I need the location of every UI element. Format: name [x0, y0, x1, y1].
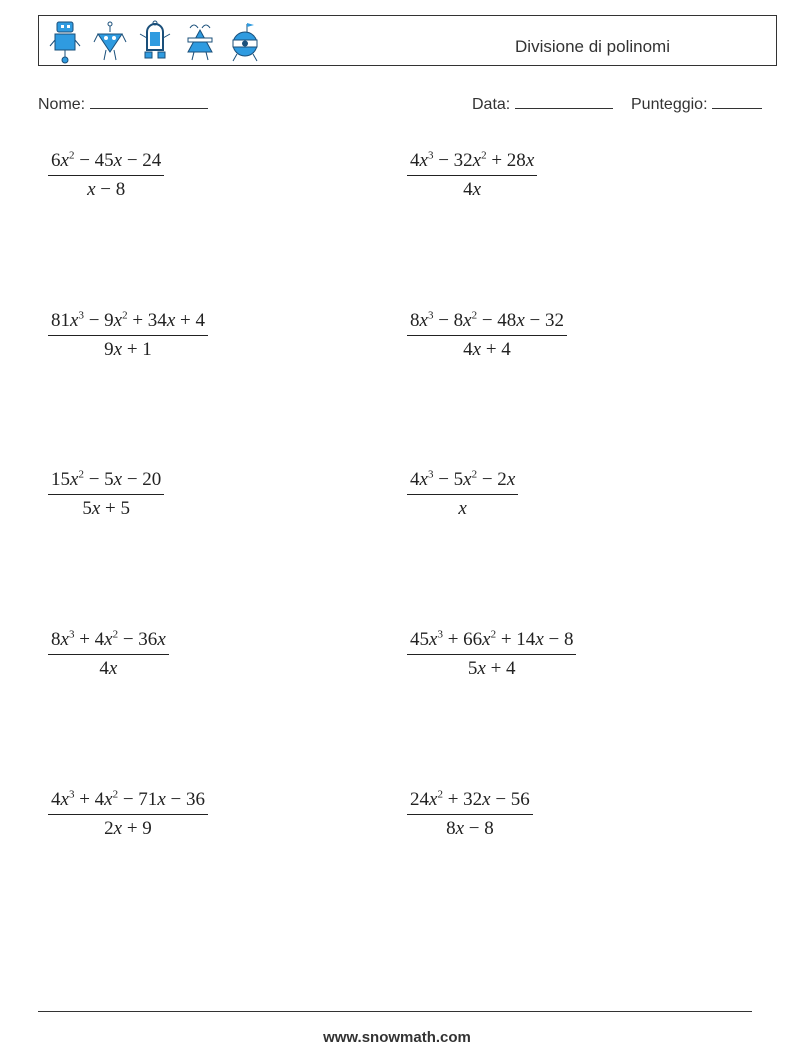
numerator: $15x^2 - 5x - 20$ — [51, 468, 162, 490]
numerator: $24x^2 + 32x - 56$ — [410, 788, 530, 810]
footer-divider — [38, 1011, 752, 1012]
denominator: 5x + 4 — [407, 654, 576, 680]
date-blank[interactable] — [515, 94, 613, 109]
page-title: Divisione di polinomi — [515, 37, 670, 56]
problem-6 — [407, 469, 518, 520]
score-blank[interactable] — [712, 94, 762, 109]
date-label: Data: — [472, 96, 511, 113]
numerator: $8x^3 + 4x^2 - 36x$ — [51, 628, 166, 650]
numerator: $6x^2 - 45x - 24$ — [51, 149, 162, 171]
footer-url: www.snowmath.com — [323, 1029, 471, 1046]
numerator: $45x^3 + 66x^2 + 14x - 8$ — [410, 628, 574, 650]
robot-icon — [137, 20, 173, 64]
problem-10 — [407, 789, 533, 840]
robot-icons — [47, 20, 263, 64]
denominator: 9x + 1 — [48, 335, 208, 361]
robot-icon — [182, 20, 218, 64]
robot-icon — [227, 20, 263, 64]
numerator: $4x^3 - 32x^2 + 28x$ — [410, 149, 535, 171]
problem-3 — [48, 310, 208, 361]
problem-7 — [48, 629, 169, 680]
numerator: $8x^3 - 8x^2 - 48x - 32$ — [410, 309, 564, 331]
numerator: $81x^3 - 9x^2 + 34x + 4$ — [51, 309, 205, 331]
problem-2 — [407, 150, 537, 201]
robot-icon — [47, 20, 83, 64]
worksheet-header — [38, 15, 777, 66]
problem-1 — [48, 150, 164, 201]
numerator: $4x^3 + 4x^2 - 71x - 36$ — [51, 788, 205, 810]
denominator: 2x + 9 — [48, 814, 208, 840]
problem-5 — [48, 469, 164, 520]
problem-8 — [407, 629, 576, 680]
denominator: 5x + 5 — [48, 494, 164, 520]
name-blank[interactable] — [90, 94, 208, 109]
date-field — [472, 94, 613, 114]
denominator: 4x — [407, 175, 537, 201]
denominator: 8x − 8 — [407, 814, 533, 840]
denominator: x − 8 — [48, 175, 164, 201]
denominator: 4x — [48, 654, 169, 680]
problem-9 — [48, 789, 208, 840]
robot-icon — [92, 20, 128, 64]
denominator: x — [407, 494, 518, 520]
score-label: Punteggio: — [631, 96, 708, 113]
denominator: 4x + 4 — [407, 335, 567, 361]
name-field — [38, 94, 208, 114]
name-label: Nome: — [38, 96, 86, 113]
score-field — [631, 94, 762, 114]
numerator: $4x^3 - 5x^2 - 2x$ — [410, 468, 516, 490]
problem-4 — [407, 310, 567, 361]
